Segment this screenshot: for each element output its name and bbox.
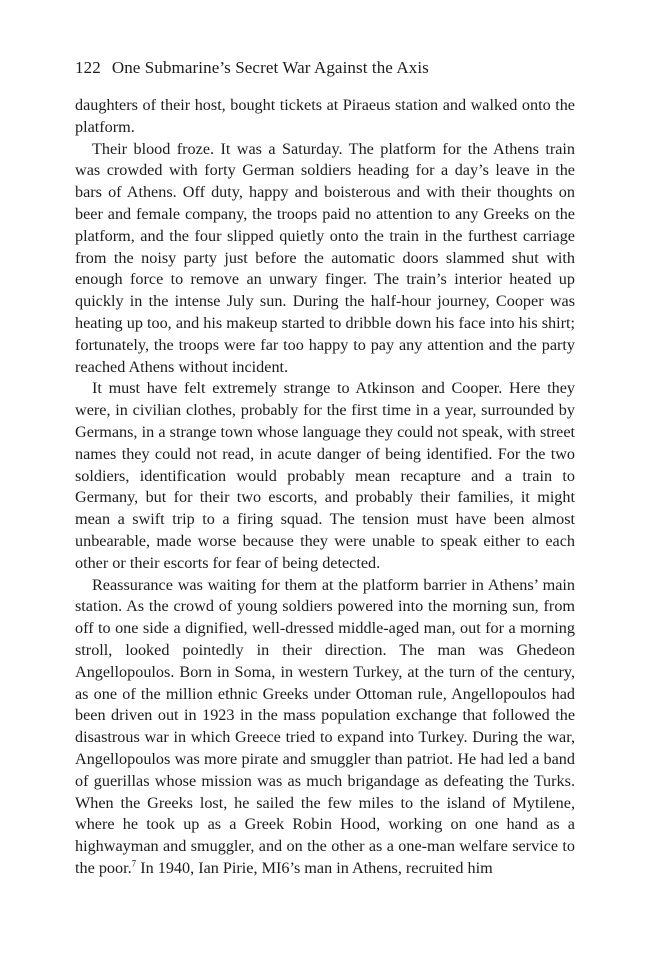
running-head [75, 56, 575, 80]
paragraph-text: In 1940, Ian Pirie, MI6’s man in Athens, recruited him [136, 858, 493, 877]
paragraph: Their blood froze. It was a Saturday. The platform for the Athens train was crowded with forty German soldiers heading for a day’s leave in the bars of Athens. Off duty, happy and boisterous and with their thoughts on beer and female company, the troops paid no attention to any Greeks on the platform, and the four slipped quietly onto the train in the furthest carriage from the noisy party just before the automatic doors slammed shut with enough force to remove an unwary finger. The train’s interior heated up quickly in the intense July sun. During the half-hour journey, Cooper was heating up too, and his makeup started to dribble down his face into his shirt; fortunately, the troops were far too happy to pay any attention and the party reached Athens without incident. [75, 139, 575, 376]
book-page [75, 56, 575, 880]
body-text [75, 95, 575, 880]
paragraph-continued: daughters of their host, bought tickets at Piraeus station and walked onto the platform. [75, 96, 575, 136]
paragraph: It must have felt extremely strange to Atkinson and Cooper. Here they were, in civilian clothes, probably for the first time in a year, surrounded by Germans, in a strange town whose language they could not speak, with street names they could not read, in acute danger of being identified. For the two soldiers, identification would probably mean recapture and a train to Germany, but for their two escorts, and probably their families, it might mean a swift trip to a firing squad. The tension must have been almost unbearable, made worse because they were unable to speak either to each other or their escorts for fear of being detected. [75, 379, 575, 572]
paragraph [75, 575, 575, 880]
footnote-marker: 7 [131, 858, 137, 869]
paragraph-text: Reassurance was waiting for them at the platform barrier in Athens’ main station. As the crowd of young soldiers powered into the morning sun, from off to one side a dignified, well-dressed middle-aged man, out for a morning stroll, looked pointedly in their direction. The man was Ghedeon Angellopoulos. Born in Soma, in western Turkey, at the turn of the century, as one of the million ethnic Greeks under Ottoman rule, Angellopoulos had been driven out in 1923 in the mass population exchange that followed the disastrous war in which Greece tried to expand into Turkey. During the war, Angellopoulos was more pirate and smuggler than patriot. He had led a band of guerillas whose mission was as much brigandage as defeating the Turks. When the Greeks lost, he sailed the few miles to the island of Mytilene, where he took up as a Greek Robin Hood, working on one hand as a highwayman and smuggler, and on the other as a one-man welfare service to the poor. [75, 575, 575, 877]
running-title: One Submarine’s Secret War Against the Axis [111, 58, 429, 77]
page-number: 122 [75, 58, 101, 77]
